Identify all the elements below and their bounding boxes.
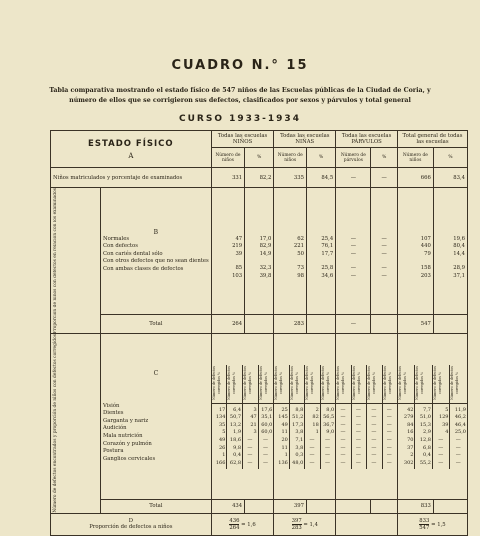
- c-value: 17: [219, 406, 226, 413]
- c-subcol: [415, 365, 433, 469]
- c-value: —: [455, 459, 461, 466]
- sub-pct: %: [245, 148, 274, 168]
- c-value: —: [340, 459, 346, 466]
- c-value: 1: [284, 452, 288, 459]
- c-value: 82: [312, 414, 319, 421]
- b-col: [433, 188, 467, 315]
- c-value: —: [309, 459, 315, 466]
- b-value: —: [381, 235, 387, 242]
- b-value: 39: [235, 250, 243, 257]
- c-value: 35,1: [261, 414, 273, 421]
- c-value: 16: [407, 429, 414, 436]
- c-value: 35: [219, 421, 226, 428]
- c-value: 145: [278, 414, 288, 421]
- cell: —: [371, 168, 397, 188]
- c-value: 1: [315, 429, 319, 436]
- c-subhead: Número de defectos corregidos %: [258, 365, 268, 400]
- c-subhead: Número de defectos corregidos %: [450, 365, 460, 400]
- c-block: [211, 334, 274, 499]
- c-value: 18,6: [229, 436, 242, 443]
- c-value: 5: [222, 429, 226, 436]
- cell: [245, 315, 274, 334]
- c-value: 0,3: [295, 452, 304, 459]
- sub-numero: Número de párvulos: [336, 148, 371, 168]
- c-value: 8,0: [326, 406, 335, 413]
- c-value: —: [355, 459, 361, 466]
- c-value: 21: [250, 421, 257, 428]
- b-value: 85: [235, 265, 243, 272]
- c-value: 4: [445, 429, 449, 436]
- c-subhead: Número de defectos corregidos %: [289, 365, 299, 400]
- c-value: 9,8: [233, 444, 242, 451]
- b-col: [245, 188, 274, 315]
- section-c-items: C Visión Dientes Garganta y nariz Audición Mala nutrición Corazón y pulmón Postura Ganglios cervicales: [101, 334, 212, 499]
- cell: [433, 315, 467, 334]
- cell: 83,4: [433, 168, 467, 188]
- c-subcol: [433, 365, 451, 469]
- b-value: 80,4: [453, 243, 465, 250]
- d-ratio-ninos: $\frac{436}{264}$ = 1,6: [211, 513, 274, 535]
- c-value: 37: [407, 444, 414, 451]
- c-value: —: [355, 452, 361, 459]
- cell: [307, 499, 336, 513]
- row-d: [51, 513, 468, 535]
- b-value: —: [350, 250, 356, 257]
- c-value: —: [263, 452, 269, 459]
- c-subhead: Número de defectos corregidos %: [274, 365, 284, 400]
- c-subhead: Número de defectos corregidos %: [351, 365, 361, 400]
- c-value: —: [438, 444, 444, 451]
- data-table: [50, 130, 468, 536]
- c-subcol: [212, 365, 228, 469]
- b-value: 47: [235, 235, 243, 242]
- c-value: 42: [407, 406, 414, 413]
- c-value: 46,4: [454, 421, 466, 428]
- cell: 283: [274, 315, 307, 334]
- b-item: Con defectos: [103, 243, 138, 250]
- b-value: 34,6: [321, 273, 334, 279]
- b-value: 98: [297, 273, 304, 279]
- header-estado: ESTADO FÍSICO A: [51, 131, 212, 168]
- c-value: —: [371, 444, 377, 451]
- c-subcol: [243, 365, 259, 469]
- c-subcol: [450, 365, 467, 469]
- d-ratio-total: $\frac{833}{547}$ = 1,5: [397, 513, 467, 535]
- c-subhead: Número de defectos corregidos %: [367, 365, 377, 400]
- b-value: —: [350, 273, 356, 279]
- c-value: 25: [281, 406, 288, 413]
- c-value: —: [309, 436, 315, 443]
- c-item: Garganta y nariz: [103, 417, 149, 424]
- c-subcol: [259, 365, 274, 469]
- header-parvulos: Todas las escuelas PÁRVULOS: [336, 131, 398, 148]
- sub-pct: %: [371, 148, 397, 168]
- c-value: 7,1: [295, 436, 304, 443]
- sub-pct: %: [307, 148, 336, 168]
- b-value: 440: [420, 243, 431, 250]
- b-value: 221: [293, 243, 304, 250]
- b-value: 203: [420, 273, 431, 279]
- c-value: 2,9: [423, 429, 431, 436]
- c-value: 60,0: [261, 421, 273, 428]
- b-col: [307, 188, 336, 315]
- c-value: 3,8: [295, 429, 304, 436]
- c-subhead: Número de defectos corregidos %: [336, 365, 346, 400]
- c-value: 17,6: [261, 406, 273, 413]
- c-value: 18: [312, 421, 319, 428]
- c-value: —: [386, 444, 392, 451]
- c-value: 136: [278, 459, 288, 466]
- c-value: —: [340, 452, 346, 459]
- b-item: Con otros defectos que no sean dientes: [103, 258, 209, 265]
- c-value: —: [340, 406, 346, 413]
- c-value: 56,5: [323, 414, 335, 421]
- table-title: CUADRO N.° 15: [171, 58, 309, 73]
- cell: [433, 499, 467, 513]
- b-value: 17,0: [259, 235, 272, 242]
- c-value: —: [371, 452, 377, 459]
- section-b-items: B Normales Con defectos Con cariés dental sólo Con otros defectos que no sean dientes Con ambas clases de defectos: [101, 188, 212, 315]
- c-value: —: [371, 406, 377, 413]
- b-col: [211, 188, 244, 315]
- c-value: —: [325, 452, 330, 459]
- c-value: 20: [281, 436, 288, 443]
- c-value: —: [438, 436, 444, 443]
- row-matric: [51, 168, 468, 188]
- c-value: —: [371, 429, 377, 436]
- c-value: 84: [407, 421, 414, 428]
- c-value: 11: [281, 429, 288, 436]
- b-value: 103: [232, 273, 243, 279]
- c-value: —: [386, 406, 392, 413]
- c-value: 7,7: [423, 406, 431, 413]
- cell: 434: [211, 499, 244, 513]
- b-item: Normales: [103, 235, 130, 242]
- c-total-row: [51, 499, 468, 513]
- cell: 82,2: [245, 168, 274, 188]
- c-value: 26: [219, 444, 226, 451]
- c-subhead: Número de defectos corregidos %: [415, 365, 425, 400]
- section-c: [51, 334, 468, 499]
- c-value: 6,4: [233, 406, 242, 413]
- c-value: 12,8: [419, 436, 431, 443]
- b-value: 50: [297, 250, 304, 257]
- c-item: Visión: [103, 402, 120, 409]
- b-value: 219: [232, 243, 243, 250]
- c-value: —: [386, 414, 392, 421]
- c-item: Postura: [103, 448, 124, 455]
- c-value: 11,9: [454, 406, 466, 413]
- c-value: —: [263, 436, 269, 443]
- c-subhead: Número de defectos corregidos %: [432, 365, 442, 400]
- b-item-list: [103, 236, 209, 274]
- c-subcol: [274, 365, 289, 469]
- c-value: 49: [281, 421, 288, 428]
- c-subhead: Número de defectos corregidos %: [397, 365, 407, 400]
- c-value: —: [355, 436, 361, 443]
- cell: 397: [274, 499, 307, 513]
- c-value: —: [325, 459, 330, 466]
- c-item-list: [103, 403, 209, 464]
- b-value: 28,9: [453, 265, 465, 272]
- c-value: 60,0: [261, 429, 273, 436]
- c-subcol: [290, 365, 305, 469]
- b-col: [371, 188, 397, 315]
- c-block: [397, 334, 467, 499]
- c-value: —: [386, 421, 392, 428]
- c-value: 48,0: [292, 459, 304, 466]
- c-value: —: [355, 444, 361, 451]
- b-value: —: [381, 243, 387, 250]
- b-value: 14,9: [259, 250, 272, 257]
- c-value: —: [386, 429, 392, 436]
- c-block: [336, 334, 398, 499]
- cell: [245, 499, 274, 513]
- cell: [336, 499, 371, 513]
- b-value: 82,9: [259, 243, 272, 250]
- c-value: —: [355, 429, 361, 436]
- matric-label: Niños matriculados y porcentaje de examinados: [51, 168, 212, 188]
- c-value: 62,8: [229, 459, 242, 466]
- c-value: —: [309, 452, 315, 459]
- b-value: 79: [424, 250, 431, 257]
- c-value: —: [455, 444, 461, 451]
- b-value: 19,6: [453, 235, 465, 242]
- c-subcol: [321, 365, 335, 469]
- course-title: CURSO 1933-1934: [179, 114, 301, 124]
- c-item: Mala nutrición: [103, 433, 143, 440]
- b-value: —: [350, 235, 356, 242]
- c-value: —: [386, 436, 392, 443]
- b-value: 25,8: [321, 265, 334, 272]
- c-block: [274, 334, 336, 499]
- c-value: —: [247, 459, 253, 466]
- c-subhead: Número de defectos corregidos %: [305, 365, 315, 400]
- c-value: 2: [315, 406, 319, 413]
- b-col: [397, 188, 433, 315]
- c-value: 9,0: [326, 429, 335, 436]
- c-value: 3: [253, 406, 257, 413]
- c-value: —: [247, 436, 253, 443]
- c-value: 166: [215, 459, 226, 466]
- c-item: Audición: [103, 425, 127, 432]
- b-value: 158: [420, 265, 431, 272]
- c-value: 134: [215, 414, 226, 421]
- c-value: 51,2: [292, 414, 304, 421]
- c-item: Ganglios cervicales: [103, 455, 156, 462]
- c-value: 6,8: [423, 444, 431, 451]
- d-ratio-parvulos: [336, 513, 398, 535]
- c-item: Corazón y pulmón: [103, 440, 152, 447]
- sub-pct: %: [433, 148, 467, 168]
- c-value: —: [247, 452, 253, 459]
- d-ratio-ninas: $\frac{397}{283}$ = 1,4: [274, 513, 336, 535]
- b-item: Con cariés dental sólo: [103, 250, 163, 257]
- c-value: —: [340, 436, 346, 443]
- b-value: 62: [297, 235, 304, 242]
- b-value: —: [381, 250, 387, 257]
- c-value: 46,2: [454, 414, 466, 421]
- c-value: 11: [281, 444, 288, 451]
- sub-numero: Número de niños: [211, 148, 244, 168]
- cell: 264: [211, 315, 244, 334]
- c-value: 39: [442, 421, 449, 428]
- c-value: —: [371, 421, 377, 428]
- c-value: 70: [407, 436, 414, 443]
- b-value: 37,1: [453, 273, 465, 279]
- c-subcol: [305, 365, 320, 469]
- b-col: [336, 188, 371, 315]
- b-value: —: [381, 265, 387, 272]
- b-value: 25,4: [321, 235, 334, 242]
- c-value: —: [309, 444, 315, 451]
- b-value: 76,1: [321, 243, 334, 250]
- c-value: —: [371, 459, 377, 466]
- c-subcol: [367, 365, 382, 469]
- b-item: Con ambas clases de defectos: [103, 266, 184, 272]
- cell: —: [336, 315, 371, 334]
- section-c-vertical: Número de defectos encontrados y proporción de niños con defectos corregidos: [51, 334, 101, 514]
- c-value: 3: [253, 429, 257, 436]
- c-value: 279: [403, 414, 414, 421]
- b-value: 17,7: [321, 250, 334, 257]
- cell: 666: [397, 168, 433, 188]
- c-value: —: [455, 452, 461, 459]
- header-ninos: Todas las escuelas NIÑOS: [211, 131, 274, 148]
- c-value: —: [325, 444, 330, 451]
- cell: [371, 315, 397, 334]
- c-subcol: [383, 365, 397, 469]
- b-value: —: [350, 243, 356, 250]
- b-total-row: [51, 315, 468, 334]
- c-subhead: Número de defectos corregidos %: [320, 365, 330, 400]
- c-value: 3,8: [295, 444, 304, 451]
- section-b-vertical: Proporción de niños con defectos en relación con los examinados: [51, 188, 101, 334]
- c-value: 0,4: [233, 452, 242, 459]
- c-value: 5: [445, 406, 449, 413]
- cell: 84,5: [307, 168, 336, 188]
- c-value: 50,7: [229, 414, 242, 421]
- b-value: 39,8: [259, 273, 272, 279]
- c-value: 47: [250, 414, 257, 421]
- c-value: 302: [403, 459, 414, 466]
- c-value: 1: [222, 452, 226, 459]
- c-value: —: [386, 452, 392, 459]
- c-value: 25,0: [454, 429, 466, 436]
- c-value: —: [340, 444, 346, 451]
- c-value: —: [340, 429, 346, 436]
- c-subhead: Número de defectos corregidos %: [211, 365, 221, 400]
- c-value: 0,4: [423, 452, 431, 459]
- c-subcol: [336, 365, 351, 469]
- c-value: 51,0: [419, 414, 431, 421]
- b-value: 14,4: [453, 250, 465, 257]
- c-item: Dientes: [103, 410, 124, 417]
- c-value: 15,3: [419, 421, 431, 428]
- c-value: 1,9: [233, 429, 242, 436]
- c-subcol: [398, 365, 416, 469]
- b-value: —: [350, 265, 356, 272]
- b-value: 32,3: [259, 265, 272, 272]
- c-value: —: [455, 436, 461, 443]
- cell: [371, 499, 397, 513]
- cell: [307, 315, 336, 334]
- c-value: 2: [410, 452, 414, 459]
- c-value: —: [386, 459, 392, 466]
- b-col: [274, 188, 307, 315]
- c-value: —: [263, 459, 269, 466]
- c-value: —: [340, 421, 346, 428]
- header-ninas: Todas las escuelas NIÑAS: [274, 131, 336, 148]
- b-value: 107: [420, 235, 431, 242]
- c-total-label: Total: [101, 499, 212, 513]
- b-value: —: [381, 273, 387, 279]
- b-value: 73: [297, 265, 304, 272]
- c-value: —: [438, 452, 444, 459]
- c-value: —: [340, 414, 346, 421]
- sub-numero: Número de niños: [274, 148, 307, 168]
- section-b: [51, 188, 468, 315]
- c-value: —: [325, 436, 330, 443]
- c-value: —: [263, 444, 269, 451]
- table-intro: Tabla comparativa mostrando el estado físico de 547 niños de las Escuelas públicas de la Ciudad de Coria, y número de ellos que se corrigieron sus defectos, clasificados por sexos y párvulos y total general: [49, 87, 431, 104]
- cell: —: [336, 168, 371, 188]
- c-subhead: Número de defectos corregidos %: [243, 365, 253, 400]
- c-value: 13,2: [229, 421, 242, 428]
- cell: 833: [397, 499, 433, 513]
- c-value: —: [355, 421, 361, 428]
- c-subcol: [352, 365, 367, 469]
- sub-numero: Número de niños: [397, 148, 433, 168]
- c-value: 49: [219, 436, 226, 443]
- cell: 331: [211, 168, 244, 188]
- c-subhead: Número de defectos corregidos %: [382, 365, 392, 400]
- c-value: —: [247, 444, 253, 451]
- c-value: 36,7: [323, 421, 335, 428]
- c-value: 55,2: [419, 459, 431, 466]
- cell: 547: [397, 315, 433, 334]
- c-value: —: [371, 414, 377, 421]
- c-value: —: [355, 414, 361, 421]
- b-total-label: Total: [101, 315, 212, 334]
- c-subcol: [227, 365, 243, 469]
- c-value: —: [438, 459, 444, 466]
- cell: 335: [274, 168, 307, 188]
- c-value: —: [355, 406, 361, 413]
- c-value: 17,3: [292, 421, 304, 428]
- header-total: Total general de todas las escuelas: [397, 131, 467, 148]
- c-value: 8,8: [295, 406, 304, 413]
- d-label: D Proporción de defectos a niños: [51, 513, 212, 535]
- c-subhead: Número de defectos corregidos %: [227, 365, 237, 400]
- c-value: —: [371, 436, 377, 443]
- c-value: 129: [438, 414, 449, 421]
